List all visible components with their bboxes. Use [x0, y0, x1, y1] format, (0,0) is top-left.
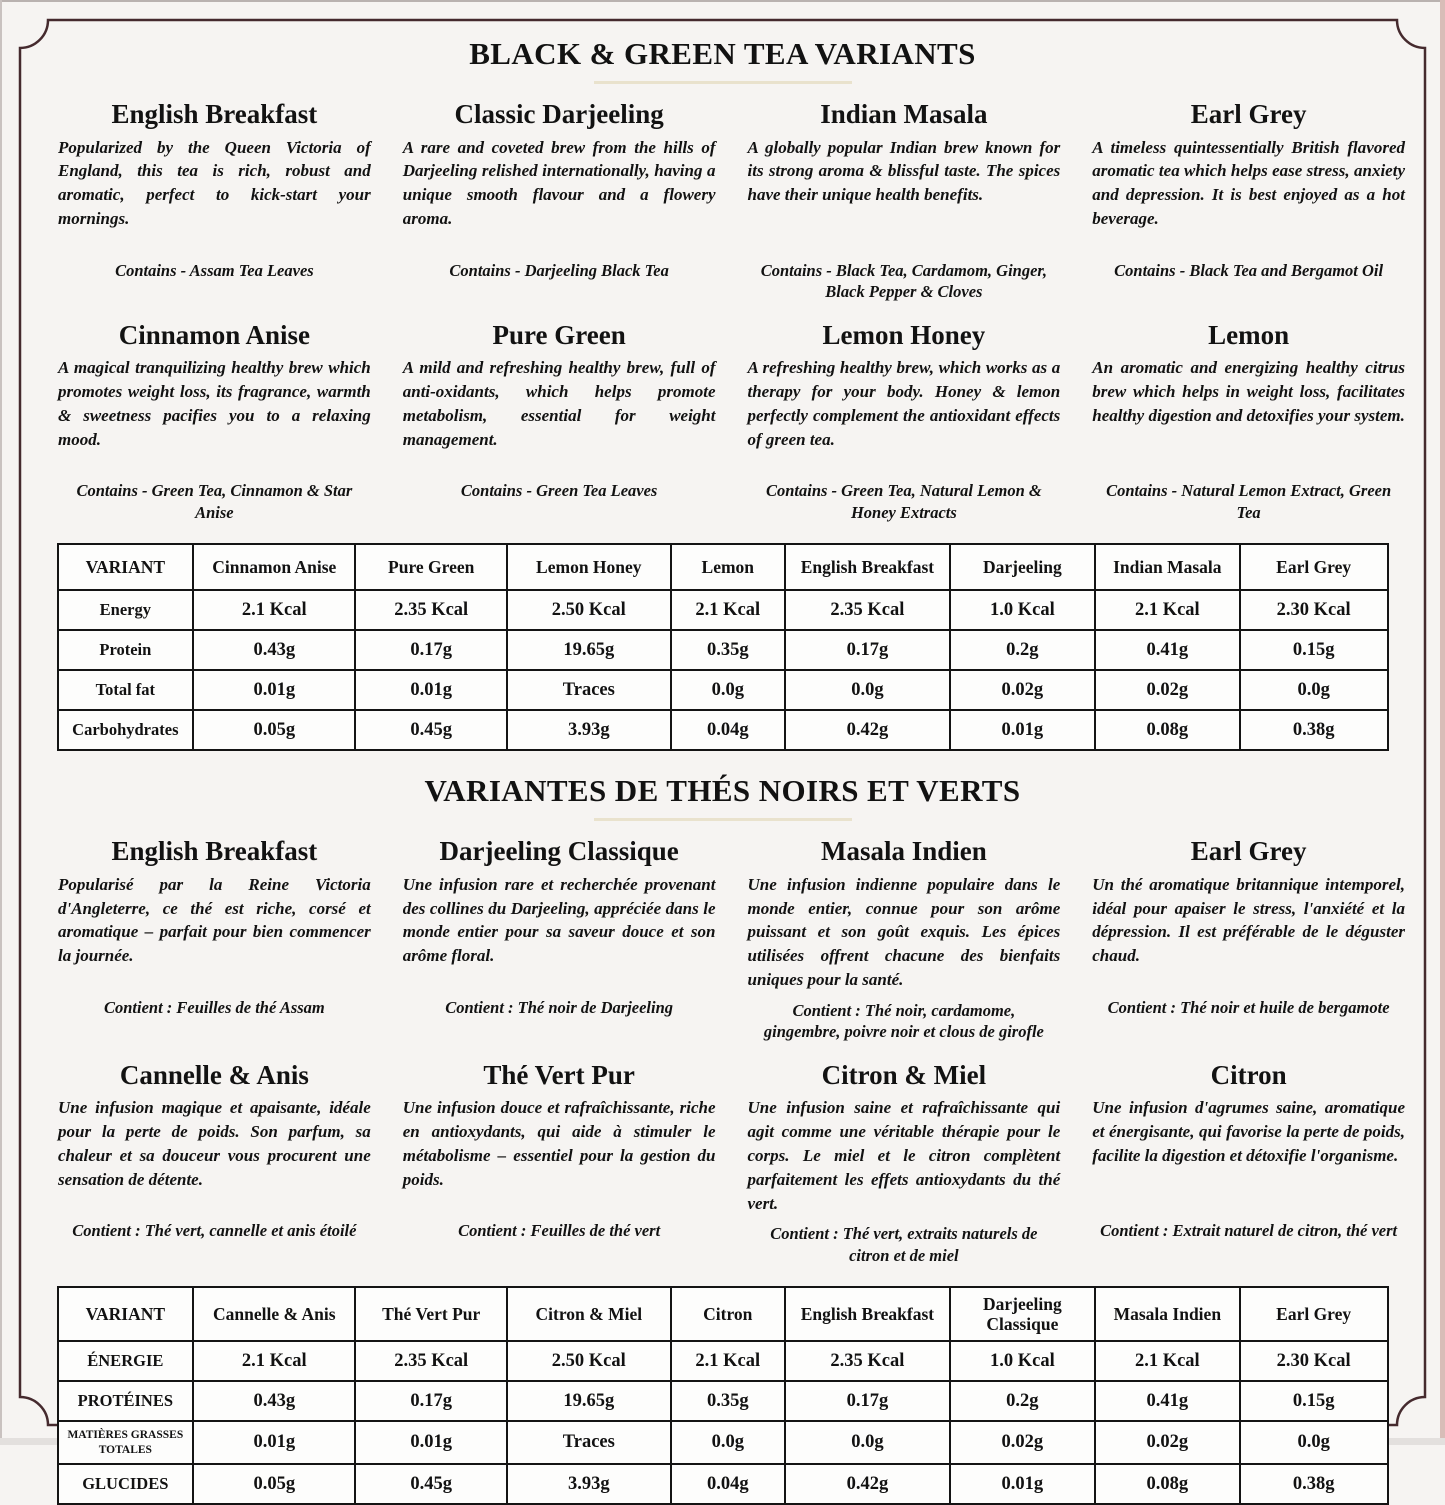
value-cell: 0.02g — [950, 1421, 1095, 1464]
value-cell: 0.08g — [1095, 710, 1240, 750]
table-row — [58, 590, 1388, 630]
value-cell: 0.04g — [671, 710, 785, 750]
tea-name: Earl Grey — [1190, 836, 1307, 867]
tea-card — [391, 100, 728, 303]
value-cell: 2.1 Kcal — [193, 1341, 355, 1381]
tea-grid-french — [0, 837, 1445, 1266]
value-cell: 0.08g — [1095, 1464, 1240, 1504]
table-row — [58, 1381, 1388, 1421]
tea-contains-note: Contains - Green Tea, Natural Lemon & Honey Extracts — [765, 481, 1042, 522]
row-label: PROTÉINES — [58, 1381, 194, 1421]
value-cell: 0.01g — [355, 1421, 507, 1464]
value-cell: 0.2g — [950, 630, 1095, 670]
tea-contains-note: Contains - Darjeeling Black Tea — [449, 260, 669, 280]
tea-description: Une infusion d'agrumes saine, aromatique et énergisante, qui favorise la perte de poids, facilite la digestion et détoxifie l'organisme. — [1092, 1098, 1405, 1165]
row-label: Total fat — [58, 670, 194, 710]
table-row — [58, 630, 1388, 670]
value-cell: 2.30 Kcal — [1240, 1341, 1388, 1381]
column-header: Indian Masala — [1095, 544, 1240, 590]
tea-card — [736, 100, 1073, 303]
tea-name: Indian Masala — [820, 99, 988, 129]
value-cell: 2.35 Kcal — [785, 1341, 950, 1381]
column-header: English Breakfast — [785, 544, 950, 590]
value-cell: 0.0g — [1240, 1421, 1388, 1464]
value-cell: 2.1 Kcal — [671, 590, 785, 630]
value-cell: 0.02g — [1095, 1421, 1240, 1464]
value-cell: 0.35g — [671, 1381, 785, 1421]
tea-name: Citron & Miel — [821, 1059, 987, 1090]
column-header: Citron & Miel — [507, 1287, 671, 1341]
tea-description: Popularized by the Queen Victoria of England, this tea is rich, robust and aromatic, perfect to kick-start your mornings. — [58, 137, 371, 229]
value-cell: 19.65g — [507, 630, 671, 670]
tea-grid-english — [0, 100, 1445, 523]
value-cell: 0.0g — [1240, 670, 1388, 710]
tea-card — [46, 837, 383, 1043]
row-label: ÉNERGIE — [58, 1341, 194, 1381]
tea-name: Lemon — [1208, 319, 1290, 350]
value-cell: Traces — [507, 1421, 671, 1464]
value-cell: 0.45g — [355, 1464, 507, 1504]
value-cell: 0.2g — [950, 1381, 1095, 1421]
tea-contains-note: Contient : Thé noir, cardamome, gingembre, poivre noir et clous de girofle — [763, 1000, 1044, 1042]
tea-name: Darjeeling Classique — [439, 836, 679, 867]
value-cell: 0.15g — [1240, 630, 1388, 670]
tea-card — [391, 321, 728, 524]
table-row — [58, 670, 1388, 710]
tea-contains-note: Contains - Green Tea Leaves — [460, 481, 658, 501]
tea-name: Cannelle & Anis — [119, 1059, 309, 1090]
value-cell: 0.35g — [671, 630, 785, 670]
tea-description: Une infusion rare et recherchée provenant des collines du Darjeeling, appréciée dans le monde entier pour sa saveur douce et son arôme floral. — [402, 874, 716, 966]
tea-name: Citron — [1210, 1059, 1287, 1090]
tea-card — [391, 1061, 728, 1267]
column-header: Darjeeling Classique — [950, 1287, 1095, 1341]
tea-description: A refreshing healthy brew, which works as a therapy for your body. Honey & lemon perfectly complement the antioxidant effects of green tea. — [747, 358, 1061, 449]
tea-description: A timeless quintessentially British flavored aromatic tea which helps ease stress, anxiety and depression. It is best enjoyed as a hot beverage. — [1092, 137, 1405, 229]
value-cell: 0.02g — [1095, 670, 1240, 710]
tea-description: Une infusion indienne populaire dans le monde entier, connue pour son arôme puissant et son goût exquis. Les épices utilisées offrent chacune des bienfaits uniques pour la santé. — [747, 874, 1061, 989]
tea-contains-note: Contains - Green Tea, Cinnamon & Star Anise — [76, 481, 353, 522]
tea-contains-note: Contains - Natural Lemon Extract, Green Tea — [1106, 481, 1392, 522]
value-cell: 2.1 Kcal — [671, 1341, 785, 1381]
tea-name: English Breakfast — [111, 836, 318, 867]
value-cell: 0.43g — [193, 1381, 355, 1421]
tea-card — [46, 321, 383, 524]
title-underline — [594, 81, 852, 84]
value-cell: 1.0 Kcal — [950, 590, 1095, 630]
column-header: Lemon Honey — [507, 544, 671, 590]
column-header: Thé Vert Pur — [355, 1287, 507, 1341]
table-header-row — [58, 1287, 1388, 1341]
column-header: Darjeeling — [950, 544, 1095, 590]
tea-description: A mild and refreshing healthy brew, full of anti-oxidants, which helps promote metabolism, essential for weight management. — [402, 358, 716, 449]
tea-card — [1080, 100, 1417, 303]
value-cell: 0.01g — [950, 710, 1095, 750]
value-cell: 0.45g — [355, 710, 507, 750]
value-cell: 2.30 Kcal — [1240, 590, 1388, 630]
tea-description: Un thé aromatique britannique intemporel, idéal pour apaiser le stress, l'anxiété et la dépression. Il est préférable de le déguster chaud. — [1092, 874, 1405, 966]
column-header: Earl Grey — [1240, 544, 1388, 590]
value-cell: 0.15g — [1240, 1381, 1388, 1421]
nutrition-table-english — [57, 543, 1389, 751]
section-title-english: BLACK & GREEN TEA VARIANTS — [469, 36, 976, 71]
tea-contains-note: Contient : Thé noir et huile de bergamote — [1107, 997, 1390, 1017]
value-cell: 0.0g — [671, 670, 785, 710]
value-cell: 0.0g — [785, 1421, 950, 1464]
column-header: Pure Green — [355, 544, 507, 590]
tea-name: Classic Darjeeling — [454, 99, 664, 129]
tea-description: Une infusion saine et rafraîchissante qui agit comme une véritable thérapie pour le corps. Le miel et le citron complètent parfaitement les effets antioxydants du thé vert. — [747, 1098, 1061, 1213]
tea-card — [736, 1061, 1073, 1267]
value-cell: 1.0 Kcal — [950, 1341, 1095, 1381]
tea-card — [1080, 1061, 1417, 1267]
tea-contains-note: Contient : Thé vert, extraits naturels de citron et de miel — [770, 1224, 1038, 1265]
value-cell: 0.41g — [1095, 1381, 1240, 1421]
table-row — [58, 1341, 1388, 1381]
value-cell: 0.01g — [193, 1421, 355, 1464]
value-cell: 2.50 Kcal — [507, 590, 671, 630]
tea-name: Pure Green — [492, 319, 626, 350]
tea-description: A globally popular Indian brew known for its strong aroma & blissful taste. The spices have their unique health benefits. — [747, 137, 1061, 205]
tea-contains-note: Contient : Thé vert, cannelle et anis étoilé — [72, 1221, 357, 1241]
tea-name: English Breakfast — [111, 99, 318, 129]
table-row — [58, 710, 1388, 750]
value-cell: 0.43g — [193, 630, 355, 670]
column-header: VARIANT — [58, 1287, 194, 1341]
value-cell: 0.42g — [785, 1464, 950, 1504]
column-header: Citron — [671, 1287, 785, 1341]
tea-card — [391, 837, 728, 1043]
value-cell: 0.17g — [785, 1381, 950, 1421]
value-cell: 2.1 Kcal — [1095, 590, 1240, 630]
title-underline — [594, 818, 852, 821]
value-cell: 0.0g — [671, 1421, 785, 1464]
value-cell: 0.38g — [1240, 1464, 1388, 1504]
column-header: VARIANT — [58, 544, 194, 590]
column-header: English Breakfast — [785, 1287, 950, 1341]
value-cell: 19.65g — [507, 1381, 671, 1421]
value-cell: 0.01g — [950, 1464, 1095, 1504]
tea-description: An aromatic and energizing healthy citrus brew which helps in weight loss, facilitates healthy digestion and detoxifies your system. — [1092, 358, 1405, 425]
nutrition-table-french — [57, 1286, 1389, 1505]
value-cell: 2.50 Kcal — [507, 1341, 671, 1381]
table-row — [58, 1421, 1388, 1464]
value-cell: 0.17g — [785, 630, 950, 670]
value-cell: 2.1 Kcal — [193, 590, 355, 630]
value-cell: 3.93g — [507, 1464, 671, 1504]
tea-card — [46, 100, 383, 303]
value-cell: Traces — [507, 670, 671, 710]
value-cell: 0.17g — [355, 1381, 507, 1421]
tea-card — [46, 1061, 383, 1267]
column-header: Cinnamon Anise — [193, 544, 355, 590]
value-cell: 0.42g — [785, 710, 950, 750]
tea-card — [736, 837, 1073, 1043]
tea-description: Popularisé par la Reine Victoria d'Angleterre, ce thé est riche, corsé et aromatique – parfait pour bien commencer la journée. — [58, 874, 371, 966]
tea-contains-note: Contains - Black Tea and Bergamot Oil — [1114, 260, 1384, 280]
value-cell: 0.17g — [355, 630, 507, 670]
row-label: Protein — [58, 630, 194, 670]
tea-contains-note: Contient : Extrait naturel de citron, thé vert — [1100, 1221, 1398, 1241]
tea-description: A magical tranquilizing healthy brew which promotes weight loss, its fragrance, warmth & sweetness pacifies you to a relaxing mood. — [58, 358, 371, 449]
tea-name: Earl Grey — [1190, 99, 1307, 129]
table-row — [58, 1464, 1388, 1504]
tea-contains-note: Contains - Black Tea, Cardamom, Ginger, Black Pepper & Cloves — [760, 260, 1048, 302]
column-header: Masala Indien — [1095, 1287, 1240, 1341]
tea-card — [1080, 837, 1417, 1043]
value-cell: 2.1 Kcal — [1095, 1341, 1240, 1381]
tea-description: Une infusion douce et rafraîchissante, riche en antioxydants, qui aide à stimuler le métabolisme – essentiel pour la gestion du poids. — [402, 1098, 716, 1189]
section-french — [0, 773, 1445, 1505]
value-cell: 2.35 Kcal — [785, 590, 950, 630]
tea-card — [1080, 321, 1417, 524]
tea-description: A rare and coveted brew from the hills of Darjeeling relished internationally, having a unique smooth flavour and a flowery aroma. — [402, 137, 716, 229]
tea-card — [736, 321, 1073, 524]
row-label: Carbohydrates — [58, 710, 194, 750]
tea-name: Cinnamon Anise — [118, 319, 311, 350]
value-cell: 0.02g — [950, 670, 1095, 710]
tea-contains-note: Contains - Assam Tea Leaves — [115, 260, 314, 280]
row-label: GLUCIDES — [58, 1464, 194, 1504]
column-header: Lemon — [671, 544, 785, 590]
row-label: Energy — [58, 590, 194, 630]
value-cell: 0.04g — [671, 1464, 785, 1504]
value-cell: 2.35 Kcal — [355, 590, 507, 630]
value-cell: 0.01g — [193, 670, 355, 710]
value-cell: 0.05g — [193, 1464, 355, 1504]
section-title-french: VARIANTES DE THÉS NOIRS ET VERTS — [424, 773, 1021, 809]
value-cell: 0.38g — [1240, 710, 1388, 750]
tea-contains-note: Contient : Feuilles de thé Assam — [103, 997, 325, 1017]
tea-contains-note: Contient : Thé noir de Darjeeling — [445, 997, 674, 1017]
column-header: Earl Grey — [1240, 1287, 1388, 1341]
tea-name: Thé Vert Pur — [483, 1059, 635, 1090]
tea-description: Une infusion magique et apaisante, idéale pour la perte de poids. Son parfum, sa chaleur et sa douceur vous procurent une sensation de détente. — [58, 1098, 371, 1189]
tea-name: Masala Indien — [820, 836, 987, 867]
row-label: MATIÈRES GRASSES TOTALES — [58, 1421, 194, 1464]
value-cell: 0.05g — [193, 710, 355, 750]
tea-name: Lemon Honey — [822, 319, 986, 350]
table-header-row — [58, 544, 1388, 590]
value-cell: 3.93g — [507, 710, 671, 750]
tea-contains-note: Contient : Feuilles de thé vert — [458, 1221, 661, 1241]
section-english — [0, 36, 1445, 751]
value-cell: 0.01g — [355, 670, 507, 710]
value-cell: 2.35 Kcal — [355, 1341, 507, 1381]
column-header: Cannelle & Anis — [193, 1287, 355, 1341]
value-cell: 0.41g — [1095, 630, 1240, 670]
value-cell: 0.0g — [785, 670, 950, 710]
